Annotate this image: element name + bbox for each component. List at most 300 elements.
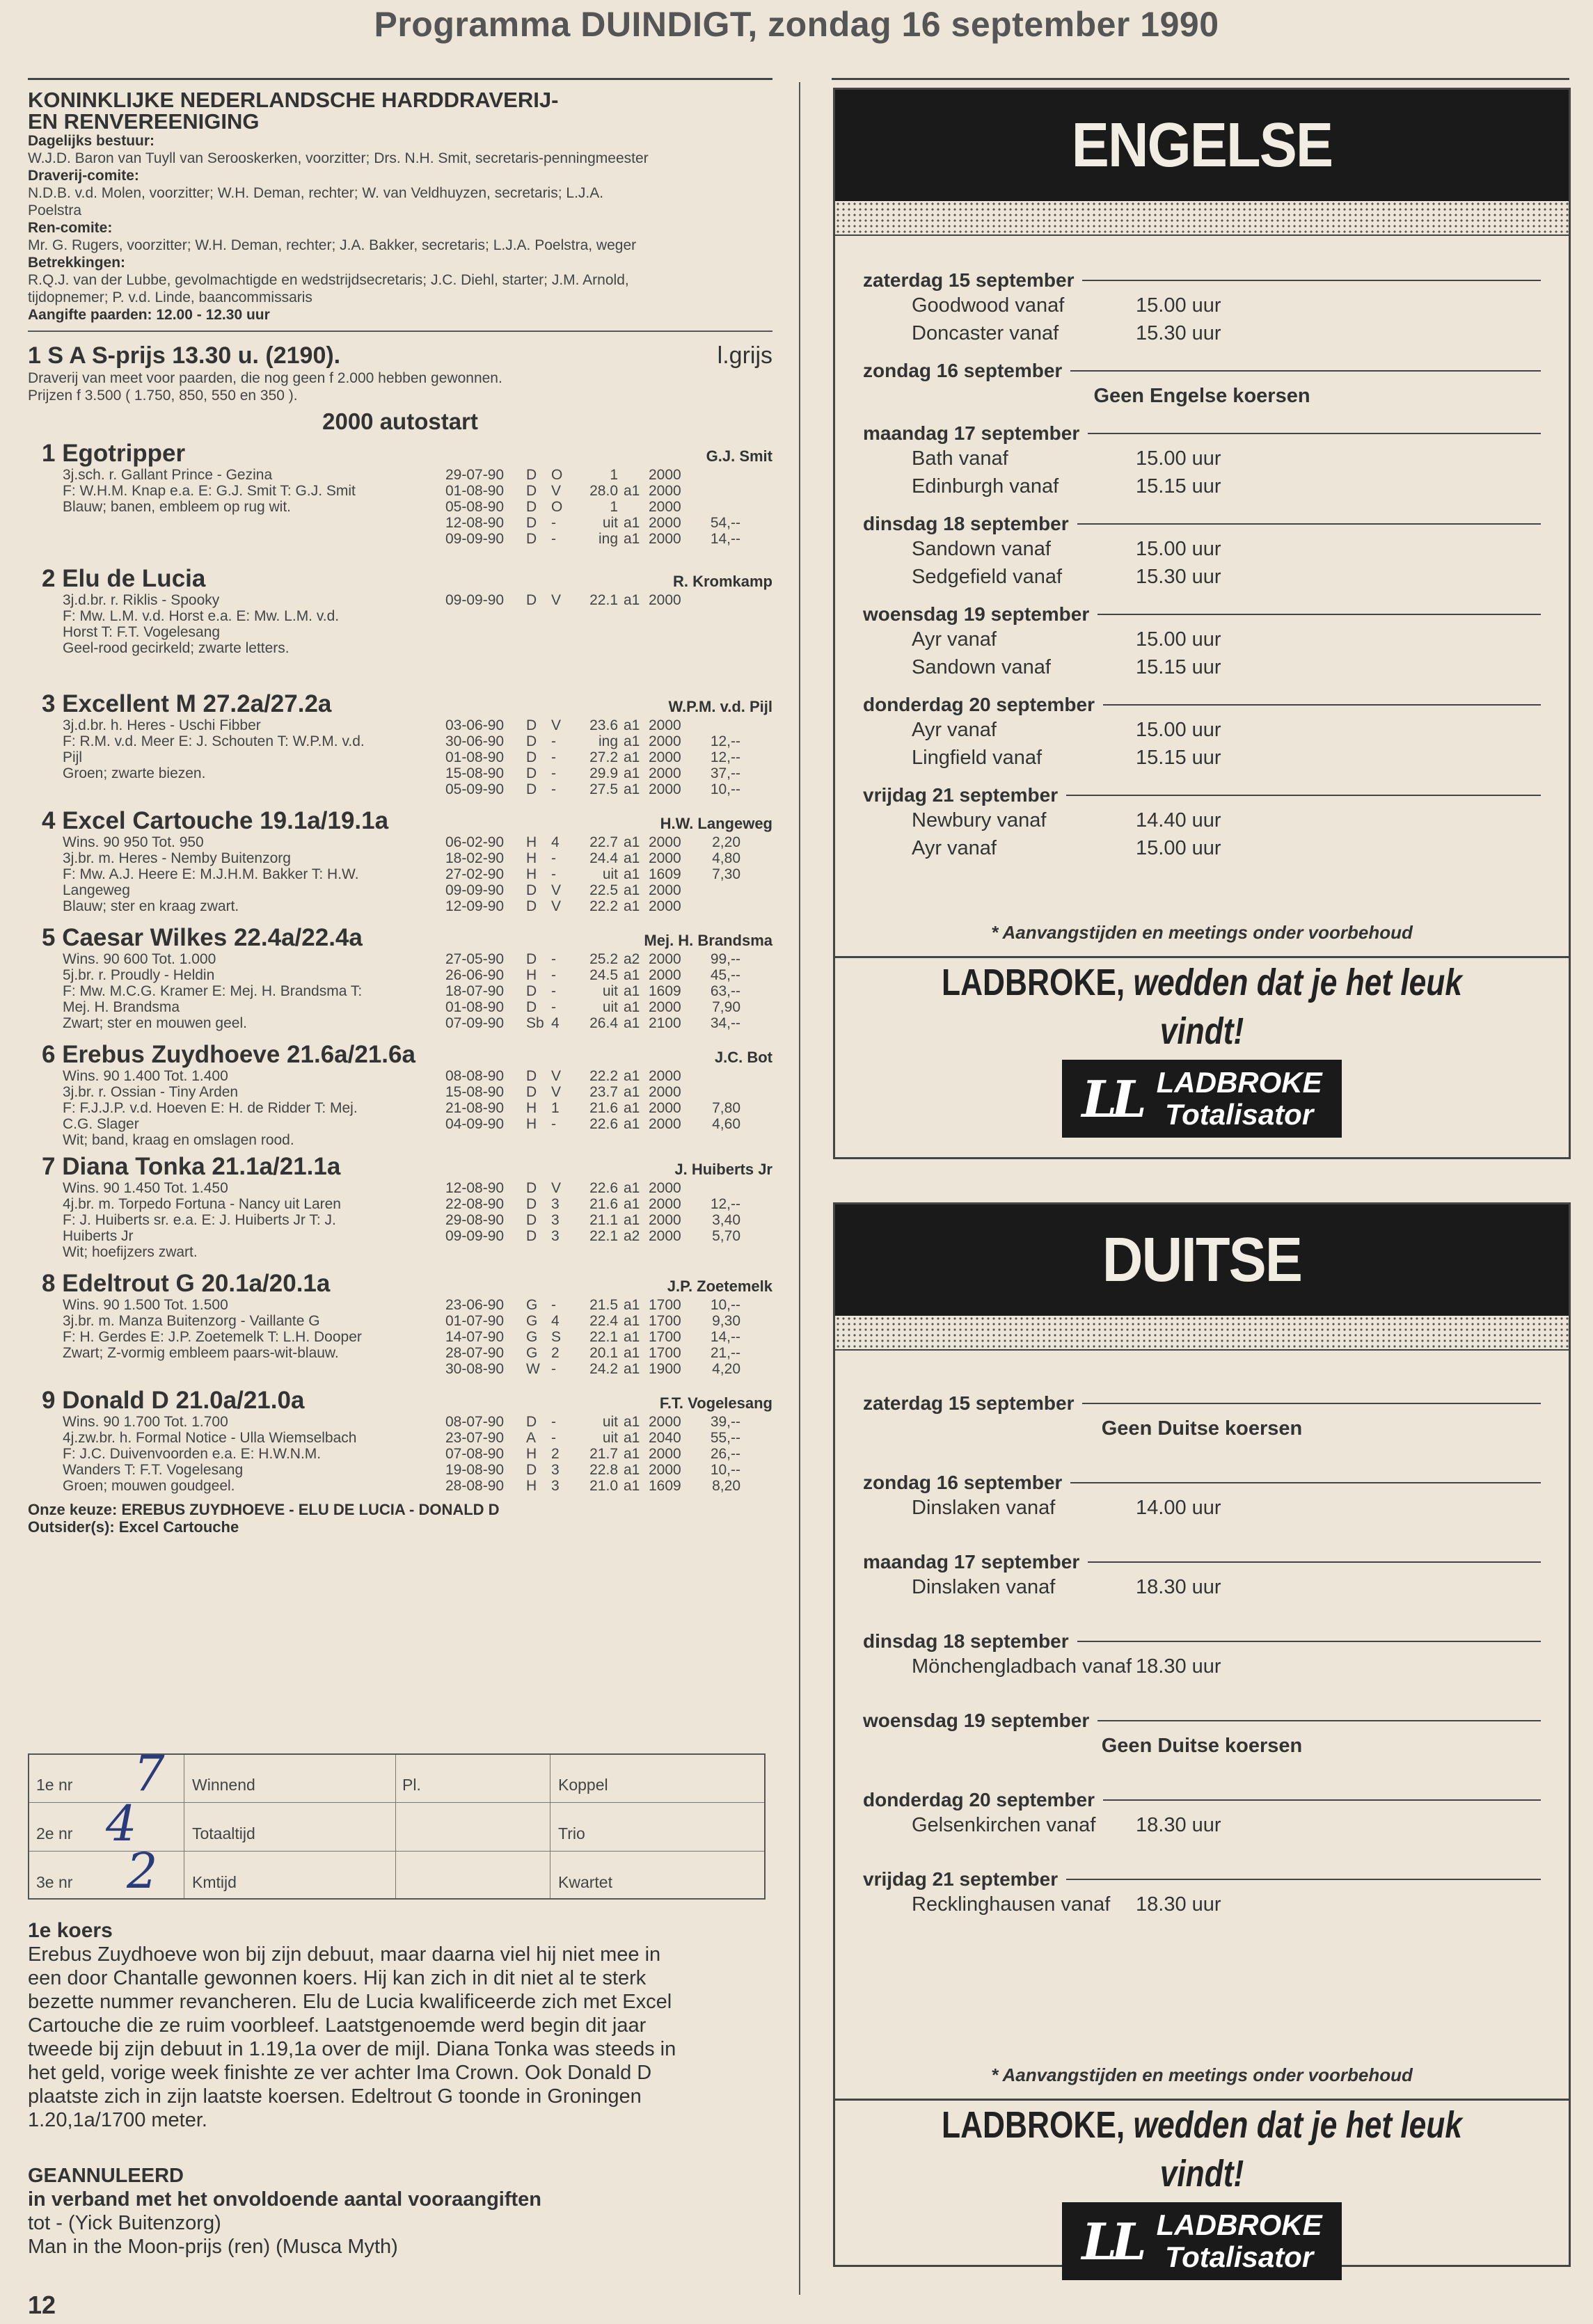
preview-line: 1.20,1a/1700 meter. <box>28 2109 207 2131</box>
form-row <box>445 882 772 898</box>
description-line: F: W.H.M. Knap e.a. E: G.J. Smit T: G.J. Smit <box>63 483 356 499</box>
day-heading <box>863 513 1541 535</box>
race-preview <box>28 1919 766 2132</box>
form-cell: 2000 <box>649 1446 681 1462</box>
form-cell: 1700 <box>649 1297 681 1313</box>
form-cell: 08-07-90 <box>445 1414 505 1430</box>
form-cell: 19-08-90 <box>445 1462 505 1478</box>
horse-description <box>28 1414 445 1494</box>
form-cell: 30-08-90 <box>445 1361 505 1377</box>
meeting-time: 15.15 uur <box>1136 656 1221 678</box>
form-row <box>445 1462 772 1478</box>
form-row <box>445 1212 772 1228</box>
horse-entry <box>28 1271 772 1382</box>
form-table <box>445 951 772 1031</box>
form-row <box>445 1446 772 1462</box>
meeting-track: Sandown vanaf <box>912 656 1051 678</box>
form-cell: 2000 <box>649 1180 681 1196</box>
race-start-type: 2000 autostart <box>322 408 478 434</box>
org-officials <box>28 132 772 324</box>
form-row <box>445 967 772 983</box>
form-table <box>445 1297 772 1377</box>
description-line: 5j.br. r. Proudly - Heldin <box>63 967 215 983</box>
description-line: 3j.d.br. r. Riklis - Spooky <box>63 592 220 608</box>
form-cell: V <box>551 592 562 608</box>
page-number: 12 <box>28 2291 56 2319</box>
form-cell: 3 <box>551 1478 560 1494</box>
form-cell: D <box>526 1228 537 1244</box>
form-table <box>445 592 772 656</box>
form-cell: 2000 <box>649 1196 681 1212</box>
org-line: N.D.B. v.d. Molen, voorzitter; W.H. Deman, rechter; W. van Veldhuyzen, secretaris; L.J.A. <box>28 185 604 201</box>
form-cell: G <box>526 1313 538 1329</box>
meeting-time: 14.40 uur <box>1136 809 1221 831</box>
form-cell: 05-09-90 <box>445 781 505 797</box>
horse-details <box>28 1068 772 1148</box>
form-cell: D <box>526 882 537 898</box>
meeting-track: Ayr vanaf <box>912 719 997 741</box>
page-header <box>0 0 1593 45</box>
form-cell: a1 <box>624 967 640 983</box>
form-cell: D <box>526 749 537 765</box>
calendar-day <box>863 694 1541 772</box>
form-cell: 10,-- <box>710 1297 740 1313</box>
meeting-track: Recklinghausen vanaf <box>912 1893 1111 1916</box>
meeting-time: 15.15 uur <box>1136 747 1221 769</box>
preview-line: Cartouche die ze ruim voorbleef. Laatstgenoemde werd begin dit jaar <box>28 2014 647 2037</box>
form-cell: 2000 <box>649 951 681 967</box>
form-row <box>445 483 772 499</box>
horse-entry <box>28 808 772 919</box>
horse-details <box>28 592 772 656</box>
cancelled-title: GEANNULEERD <box>28 2165 184 2187</box>
meeting-time: 15.15 uur <box>1136 475 1221 498</box>
form-cell: 07-09-90 <box>445 1015 505 1031</box>
meeting-row <box>863 1891 1541 1918</box>
calendar-day <box>863 1868 1541 1918</box>
form-cell: D <box>526 499 537 515</box>
form-cell: - <box>551 515 556 531</box>
form-cell: G <box>526 1329 538 1345</box>
description-line: F: Mw. M.C.G. Kramer E: Mej. H. Brandsma T: <box>63 983 363 999</box>
form-cell: 26.4 <box>589 1015 618 1031</box>
no-races: Geen Engelse koersen <box>1093 385 1310 407</box>
form-cell: D <box>526 999 537 1015</box>
horse-details <box>28 1414 772 1494</box>
form-row <box>445 1196 772 1212</box>
form-cell: a1 <box>624 1100 640 1116</box>
description-line: Wins. 90 1.700 Tot. 1.700 <box>63 1414 228 1430</box>
form-cell <box>692 592 740 608</box>
day-rule <box>1082 280 1541 281</box>
race-conditions: Draverij van meet voor paarden, die nog geen f 2.000 hebben gewonnen. <box>28 370 502 386</box>
horse-entry <box>28 1042 772 1148</box>
ladbroke-mark-icon: LL <box>1081 2211 1141 2271</box>
form-cell <box>692 717 740 733</box>
org-line: Mr. G. Rugers, voorzitter; W.H. Deman, rechter; J.A. Bakker, secretaris; L.J.A. Poelstra, weger <box>28 237 637 253</box>
horse-list <box>28 440 772 1494</box>
form-cell: 12,-- <box>710 733 740 749</box>
form-cell: - <box>551 967 556 983</box>
form-cell: 2000 <box>649 1228 681 1244</box>
ladbroke-mark-icon: LL <box>1081 1069 1141 1129</box>
form-cell: D <box>526 733 537 749</box>
description-line: Wins. 90 950 Tot. 950 <box>63 834 204 850</box>
org-line: Dagelijks bestuur: <box>28 133 155 149</box>
form-cell: - <box>551 1414 556 1430</box>
form-cell: 1 <box>551 1100 560 1116</box>
form-cell: 22.1 <box>589 592 618 608</box>
meeting-track: Lingfield vanaf <box>912 747 1043 769</box>
form-cell: 8,20 <box>712 1478 740 1494</box>
horse-entry <box>28 1154 772 1265</box>
form-cell: a1 <box>624 781 640 797</box>
form-cell: a1 <box>624 531 640 547</box>
meeting-track: Dinslaken vanaf <box>912 1576 1056 1598</box>
form-cell: 23.7 <box>589 1084 618 1100</box>
logo-line1: LADBROKE <box>1156 1066 1322 1099</box>
form-cell: H <box>526 967 537 983</box>
form-cell: a1 <box>624 733 640 749</box>
form-cell: a2 <box>624 1228 640 1244</box>
description-line: F: H. Gerdes E: J.P. Zoetemelk T: L.H. Dooper <box>63 1329 362 1345</box>
org-line: Betrekkingen: <box>28 255 126 271</box>
day-label: zaterdag 15 september <box>863 269 1075 291</box>
form-cell: - <box>551 531 556 547</box>
form-table <box>445 1414 772 1494</box>
meeting-row <box>863 716 1541 744</box>
form-cell: 21-08-90 <box>445 1100 505 1116</box>
meeting-row <box>863 1653 1541 1680</box>
race-preview-title: 1e koers <box>28 1919 113 1942</box>
form-cell: 23.6 <box>589 717 618 733</box>
driver-name: Mej. H. Brandsma <box>644 932 772 949</box>
form-cell: 4 <box>551 1313 560 1329</box>
form-cell: 2000 <box>649 749 681 765</box>
english-calendar-title: ENGELSE <box>872 90 1532 201</box>
form-cell: D <box>526 1196 537 1212</box>
form-cell: 27.2 <box>589 749 618 765</box>
form-cell: D <box>526 1462 537 1478</box>
form-cell: 2000 <box>649 499 681 515</box>
form-row <box>445 1313 772 1329</box>
form-cell: 27-02-90 <box>445 866 505 882</box>
preview-line: bezette nummer revancheren. Elu de Lucia kwalificeerde zich met Excel <box>28 1991 672 2013</box>
form-cell: D <box>526 898 537 914</box>
horse-name: 6 Erebus Zuydhoeve 21.6a/21.6a <box>42 1041 415 1068</box>
form-row <box>445 983 772 999</box>
ladbroke-ad <box>835 2099 1569 2294</box>
form-cell: 22.8 <box>589 1462 618 1478</box>
form-cell: 2000 <box>649 999 681 1015</box>
form-cell: a1 <box>624 1361 640 1377</box>
meeting-row <box>863 472 1541 500</box>
form-cell: 9,30 <box>712 1313 740 1329</box>
meeting-row <box>863 1494 1541 1522</box>
calendar-day <box>863 1630 1541 1680</box>
row-divider <box>29 1802 764 1803</box>
form-cell: 01-07-90 <box>445 1313 505 1329</box>
meeting-row <box>863 292 1541 319</box>
form-cell: 2000 <box>649 717 681 733</box>
form-row <box>445 866 772 882</box>
handwritten-first: 7 <box>134 1745 165 1802</box>
horse-name: 5 Caesar Wilkes 22.4a/22.4a <box>42 924 363 951</box>
description-line: 3j.br. m. Manza Buitenzorg - Vaillante G <box>63 1313 320 1329</box>
meeting-track: Gelsenkirchen vanaf <box>912 1814 1096 1836</box>
form-cell: 2000 <box>649 1116 681 1132</box>
form-cell: a1 <box>624 1297 640 1313</box>
form-cell: - <box>551 1116 556 1132</box>
day-heading <box>863 1472 1541 1494</box>
form-row <box>445 1116 772 1132</box>
horse-description <box>28 951 445 1031</box>
form-row <box>445 1100 772 1116</box>
horse-header <box>28 691 772 717</box>
form-cell: 06-02-90 <box>445 834 505 850</box>
day-rule <box>1077 1641 1541 1642</box>
org-line: W.J.D. Baron van Tuyll van Serooskerken, voorzitter; Drs. N.H. Smit, secretaris-penningmeester <box>28 150 649 166</box>
calendar-day <box>863 1472 1541 1522</box>
form-cell: 18-02-90 <box>445 850 505 866</box>
form-row <box>445 765 772 781</box>
form-cell: - <box>551 999 556 1015</box>
form-cell: 09-09-90 <box>445 592 505 608</box>
form-cell <box>692 898 740 914</box>
day-label: donderdag 20 september <box>863 694 1095 715</box>
org-line: Aangifte paarden: 12.00 - 12.30 uur <box>28 307 270 323</box>
horse-entry <box>28 566 772 685</box>
form-table <box>445 1068 772 1148</box>
form-cell: 99,-- <box>710 951 740 967</box>
form-cell: 22.5 <box>589 882 618 898</box>
form-cell: 29-07-90 <box>445 467 505 483</box>
race-title: 1 S A S-prijs 13.30 u. (2190). <box>28 342 341 369</box>
form-cell: 2000 <box>649 1414 681 1430</box>
calendar-day <box>863 784 1541 862</box>
form-cell: D <box>526 1414 537 1430</box>
driver-name: H.W. Langeweg <box>660 815 772 832</box>
form-cell: - <box>551 866 556 882</box>
form-cell: - <box>551 1430 556 1446</box>
day-rule <box>1070 370 1541 372</box>
org-line: R.Q.J. van der Lubbe, gevolmachtigde en wedstrijdsecretaris; J.C. Diehl, starter; J.M. Arnold, <box>28 272 629 288</box>
day-label: woensdag 19 september <box>863 603 1090 625</box>
form-cell: 10,-- <box>710 1462 740 1478</box>
day-heading <box>863 784 1541 806</box>
form-table <box>445 834 772 914</box>
form-cell: a1 <box>624 1430 640 1446</box>
form-cell: 2000 <box>649 467 681 483</box>
horse-name: 1 Egotripper <box>42 440 186 467</box>
form-cell: H <box>526 1446 537 1462</box>
calendar-day <box>863 1551 1541 1601</box>
form-cell: 23-07-90 <box>445 1430 505 1446</box>
form-cell: H <box>526 850 537 866</box>
preview-line: tweede bij zijn debuut in 1.19,1a over de mijl. Diana Tonka was steeds in <box>28 2038 676 2060</box>
form-cell: 12-09-90 <box>445 898 505 914</box>
form-cell: 2000 <box>649 765 681 781</box>
form-cell: a1 <box>624 1084 640 1100</box>
form-cell: 5,70 <box>712 1228 740 1244</box>
form-cell <box>624 499 649 515</box>
form-cell: 45,-- <box>710 967 740 983</box>
org-line: Draverij-comite: <box>28 168 139 184</box>
form-cell: D <box>526 1084 537 1100</box>
form-cell: a1 <box>624 483 640 499</box>
form-cell: 03-06-90 <box>445 717 505 733</box>
form-row <box>445 1068 772 1084</box>
form-row <box>445 733 772 749</box>
form-row <box>445 717 772 733</box>
description-line: F: F.J.J.P. v.d. Hoeven E: H. de Ridder T: Mej. <box>63 1100 358 1116</box>
preview-line: Erebus Zuydhoeve won bij zijn debuut, maar daarna viel hij niet mee in <box>28 1943 661 1966</box>
form-row <box>445 749 772 765</box>
description-line: Horst T: F.T. Vogelesang <box>63 624 221 640</box>
column-divider <box>799 82 800 2295</box>
horse-description <box>28 834 445 914</box>
day-rule <box>1070 1482 1541 1483</box>
koppel-label: Koppel <box>558 1776 608 1794</box>
logo-text <box>1157 1067 1322 1131</box>
day-rule <box>1103 704 1541 706</box>
form-cell: 54,-- <box>710 515 740 531</box>
form-cell: 22.7 <box>589 834 618 850</box>
day-rule <box>1097 614 1541 615</box>
form-row <box>445 1084 772 1100</box>
form-cell: 18-07-90 <box>445 983 505 999</box>
form-cell: - <box>551 850 556 866</box>
ladbroke-slogan <box>901 958 1503 1056</box>
day-heading <box>863 269 1541 292</box>
org-line: Poelstra <box>28 202 82 218</box>
form-cell: 25.2 <box>589 951 618 967</box>
meeting-time: 18.30 uur <box>1136 1576 1221 1598</box>
horse-description <box>28 592 445 656</box>
description-line: Wit; hoefijzers zwart. <box>63 1244 198 1260</box>
form-cell: D <box>526 531 537 547</box>
day-label: zondag 16 september <box>863 360 1063 381</box>
form-cell: 4,20 <box>712 1361 740 1377</box>
form-row <box>445 592 772 608</box>
horse-description <box>28 1068 445 1148</box>
description-line: Mej. H. Brandsma <box>63 999 180 1015</box>
description-line: Wins. 90 1.400 Tot. 1.400 <box>63 1068 228 1084</box>
meeting-time: 18.30 uur <box>1136 1655 1221 1678</box>
form-cell: 4 <box>551 834 560 850</box>
form-cell: 22.1 <box>589 1329 618 1345</box>
day-label: zaterdag 15 september <box>863 1392 1075 1414</box>
form-cell: 2 <box>551 1446 560 1462</box>
form-cell: 4 <box>551 1015 560 1031</box>
slogan-text: wedden dat je het leuk vindt! <box>1133 2104 1462 2195</box>
form-cell: 21.1 <box>589 1212 618 1228</box>
form-cell: 09-09-90 <box>445 882 505 898</box>
horse-header <box>28 1042 772 1068</box>
preview-line: plaatste zich in zijn laatste koersen. Edeltrout G toonde in Groningen <box>28 2085 642 2108</box>
form-cell: G <box>526 1345 538 1361</box>
form-cell: 2,20 <box>712 834 740 850</box>
day-label: vrijdag 21 september <box>863 784 1059 806</box>
form-row <box>445 999 772 1015</box>
english-note: * Aanvangstijden en meetings onder voorbehoud <box>991 922 1413 943</box>
form-cell: 01-08-90 <box>445 749 505 765</box>
day-label: donderdag 20 september <box>863 1789 1095 1810</box>
description-line: F: Mw. L.M. v.d. Horst e.a. E: Mw. L.M. v.d. <box>63 608 340 624</box>
calendar-day <box>863 269 1541 347</box>
form-cell: 2000 <box>649 515 681 531</box>
form-cell: 1700 <box>649 1313 681 1329</box>
horse-name: 7 Diana Tonka 21.1a/21.1a <box>42 1153 341 1180</box>
day-heading <box>863 1630 1541 1653</box>
form-cell: 12-08-90 <box>445 515 505 531</box>
horse-name: 2 Elu de Lucia <box>42 565 206 592</box>
form-cell: 08-08-90 <box>445 1068 505 1084</box>
form-cell: 01-08-90 <box>445 999 505 1015</box>
meeting-time: 15.00 uur <box>1136 837 1221 859</box>
form-cell: uit <box>602 999 618 1015</box>
slogan-brand: LADBROKE, <box>942 962 1125 1003</box>
day-label: dinsdag 18 september <box>863 1630 1069 1652</box>
form-cell: 1609 <box>649 983 681 999</box>
ladbroke-slogan <box>901 2101 1503 2198</box>
kwartet-label: Kwartet <box>558 1873 612 1891</box>
form-cell: 21.5 <box>589 1297 618 1313</box>
meeting-time: 14.00 uur <box>1136 1497 1221 1519</box>
form-cell: 28-07-90 <box>445 1345 505 1361</box>
meeting-track: Ayr vanaf <box>912 628 997 651</box>
form-cell: 2000 <box>649 531 681 547</box>
description-line: Wins. 90 1.500 Tot. 1.500 <box>63 1297 228 1313</box>
form-cell: a1 <box>624 882 640 898</box>
form-cell: a1 <box>624 850 640 866</box>
form-cell: 7,80 <box>712 1100 740 1116</box>
description-line: 3j.sch. r. Gallant Prince - Gezina <box>63 467 273 483</box>
no-races: Geen Duitse koersen <box>1101 1417 1303 1440</box>
logo-line2: Totalisator <box>1165 1098 1314 1131</box>
form-cell: 2000 <box>649 882 681 898</box>
form-cell: V <box>551 882 562 898</box>
day-label: maandag 17 september <box>863 1551 1080 1573</box>
form-cell: H <box>526 834 537 850</box>
horse-name: 8 Edeltrout G 20.1a/20.1a <box>42 1270 331 1297</box>
slogan-text: wedden dat je het leuk vindt! <box>1133 962 1462 1052</box>
form-cell: a1 <box>624 1345 640 1361</box>
form-cell: a1 <box>624 1446 640 1462</box>
form-cell: 22.2 <box>589 898 618 914</box>
driver-name: G.J. Smit <box>706 447 772 465</box>
form-table <box>445 717 772 797</box>
form-row <box>445 1180 772 1196</box>
panel-title-bar <box>835 1204 1569 1316</box>
form-row <box>445 1361 772 1377</box>
form-cell: 29-08-90 <box>445 1212 505 1228</box>
form-row <box>445 1345 772 1361</box>
driver-name: R. Kromkamp <box>672 573 772 590</box>
form-cell: 23-06-90 <box>445 1297 505 1313</box>
description-line: F: J. Huiberts sr. e.a. E: J. Huiberts Jr T: J. <box>63 1212 336 1228</box>
description-line: Groen; mouwen goudgeel. <box>63 1478 235 1494</box>
day-heading <box>863 1551 1541 1573</box>
horse-details <box>28 834 772 914</box>
form-cell: V <box>551 1084 562 1100</box>
meeting-track: Goodwood vanaf <box>912 294 1065 317</box>
form-row <box>445 467 772 483</box>
form-cell: 1900 <box>649 1361 681 1377</box>
form-cell: 37,-- <box>710 765 740 781</box>
description-line: Wins. 90 1.450 Tot. 1.450 <box>63 1180 228 1196</box>
form-cell: uit <box>602 983 618 999</box>
